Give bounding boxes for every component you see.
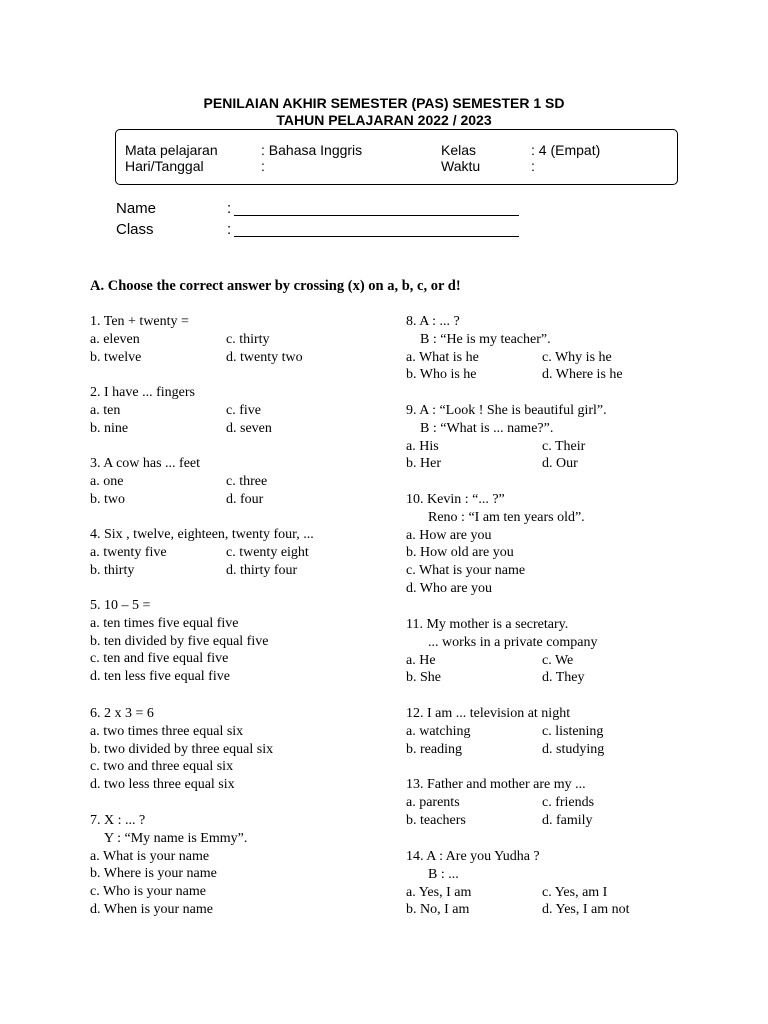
option-c[interactable]: c. five [226,402,261,418]
option-b[interactable]: b. reading [406,741,462,757]
question-stem: 11. My mother is a secretary. [406,617,569,632]
option-b[interactable]: b. twelve [90,349,142,365]
question-stem: 9. A : “Look ! She is beautiful girl”. [406,403,607,418]
option-d[interactable]: d. seven [226,420,272,436]
option-b[interactable]: b. teachers [406,812,466,828]
option-b[interactable]: b. No, I am [406,902,470,918]
option-c[interactable]: c. Why is he [542,349,612,365]
subject-value: : Bahasa Inggris [261,142,363,158]
question-6 [90,705,273,794]
option-d[interactable]: d. When is your name [90,901,213,917]
option-a[interactable]: a. watching [406,723,471,739]
question-3 [90,455,267,508]
question-5 [90,597,268,686]
subject-label: Mata pelajaran [125,142,218,158]
option-d[interactable]: d. Yes, I am not [542,902,630,918]
question-stem: 2. I have ... fingers [90,385,195,400]
class-student-label: Class [116,221,154,238]
question-dialog-line: Y : “My name is Emmy”. [104,830,248,846]
option-c[interactable]: c. Yes, am I [542,884,608,900]
option-b[interactable]: b. ten divided by five equal five [90,633,269,649]
option-d[interactable]: d. two less three equal six [90,777,235,793]
option-c[interactable]: c. listening [542,723,604,739]
option-d[interactable]: d. ten less five equal five [90,669,230,685]
class-label: Kelas [441,142,477,158]
option-c[interactable]: c. ten and five equal five [90,651,229,667]
option-c[interactable]: c. Their [542,438,586,454]
question-stem: 3. A cow has ... feet [90,456,201,471]
option-b[interactable]: b. Where is your name [90,866,217,882]
option-d[interactable]: d. Where is he [542,367,623,383]
exam-title: PENILAIAN AKHIR SEMESTER (PAS) SEMESTER 1 SD [203,95,565,111]
name-colon: : [227,200,232,217]
option-c[interactable]: c. three [226,473,268,489]
question-dialog-line: Reno : “I am ten years old”. [428,509,585,525]
option-a[interactable]: a. He [406,652,436,668]
option-d[interactable]: d. studying [542,741,605,757]
question-9 [406,402,607,473]
option-b[interactable]: b. nine [90,420,129,436]
option-d[interactable]: d. thirty four [226,562,298,578]
option-c[interactable]: c. friends [542,794,595,810]
question-13 [406,776,594,829]
question-stem: 1. Ten + twenty = [90,314,189,329]
option-c[interactable]: c. Who is your name [90,884,206,900]
question-stem: 5. 10 – 5 = [90,598,151,613]
option-d[interactable]: d. family [542,812,593,828]
question-14 [406,848,630,919]
question-stem: 7. X : ... ? [90,813,146,828]
question-stem: 8. A : ... ? [406,314,460,329]
section-a-instruction: A. Choose the correct answer by crossing (x) on a, b, c, or d! [90,278,461,294]
option-b[interactable]: b. two [90,491,125,507]
time-label: Waktu [441,158,481,174]
question-stem: 12. I am ... television at night [406,706,571,721]
question-stem: 13. Father and mother are my ... [406,777,586,792]
option-b[interactable]: b. How old are you [406,545,514,561]
question-4 [90,526,314,579]
option-a[interactable]: a. one [90,473,124,489]
day-label: Hari/Tanggal [125,158,204,174]
option-c[interactable]: c. twenty eight [226,544,309,560]
option-b[interactable]: b. Who is he [406,367,477,383]
question-dialog-line: B : “He is my teacher”. [420,331,551,347]
name-blank-line[interactable] [234,215,519,216]
option-c[interactable]: c. thirty [226,331,270,347]
question-10 [406,491,585,598]
option-a[interactable]: a. How are you [406,527,492,543]
question-continuation: ... works in a private company [428,634,598,650]
option-d[interactable]: d. Who are you [406,580,493,596]
option-a[interactable]: a. twenty five [90,544,167,560]
option-a[interactable]: a. Yes, I am [406,884,472,900]
option-a[interactable]: a. parents [406,794,460,810]
option-a[interactable]: a. eleven [90,331,140,347]
question-stem: 6. 2 x 3 = 6 [90,706,154,721]
question-7 [90,812,247,919]
option-b[interactable]: b. thirty [90,562,135,578]
question-2 [90,384,272,437]
option-a[interactable]: a. two times three equal six [90,723,244,739]
class-blank-line[interactable] [234,236,519,237]
time-value: : [531,158,535,174]
question-stem: 4. Six , twelve, eighteen, twenty four, ... [90,527,314,542]
question-8 [406,313,623,384]
option-a[interactable]: a. His [406,438,439,454]
option-d[interactable]: d. They [542,670,585,686]
question-12 [406,705,604,758]
question-dialog-line: B : ... [428,866,459,882]
option-a[interactable]: a. ten [90,402,121,418]
question-dialog-line: B : “What is ... name?”. [420,420,554,436]
class-colon: : [227,221,232,238]
option-c[interactable]: c. We [542,652,574,668]
option-c[interactable]: c. two and three equal six [90,759,234,775]
option-b[interactable]: b. two divided by three equal six [90,741,274,757]
exam-info-box [115,129,678,185]
option-a[interactable]: a. What is your name [90,848,210,864]
name-label: Name [116,200,157,217]
option-a[interactable]: a. ten times five equal five [90,615,239,631]
day-value: : [261,158,265,174]
question-11 [406,616,598,687]
question-1 [90,313,303,366]
option-c[interactable]: c. What is your name [406,563,526,579]
option-a[interactable]: a. What is he [406,349,479,365]
option-b[interactable]: b. Her [406,456,441,472]
academic-year: TAHUN PELAJARAN 2022 / 2023 [276,112,492,128]
class-value: : 4 (Empat) [531,142,601,158]
option-d[interactable]: d. four [226,491,264,507]
option-b[interactable]: b. She [406,670,441,686]
option-d[interactable]: d. Our [542,456,578,472]
question-stem: 10. Kevin : “... ?” [406,492,505,507]
question-stem: 14. A : Are you Yudha ? [406,849,540,864]
option-d[interactable]: d. twenty two [226,349,303,365]
